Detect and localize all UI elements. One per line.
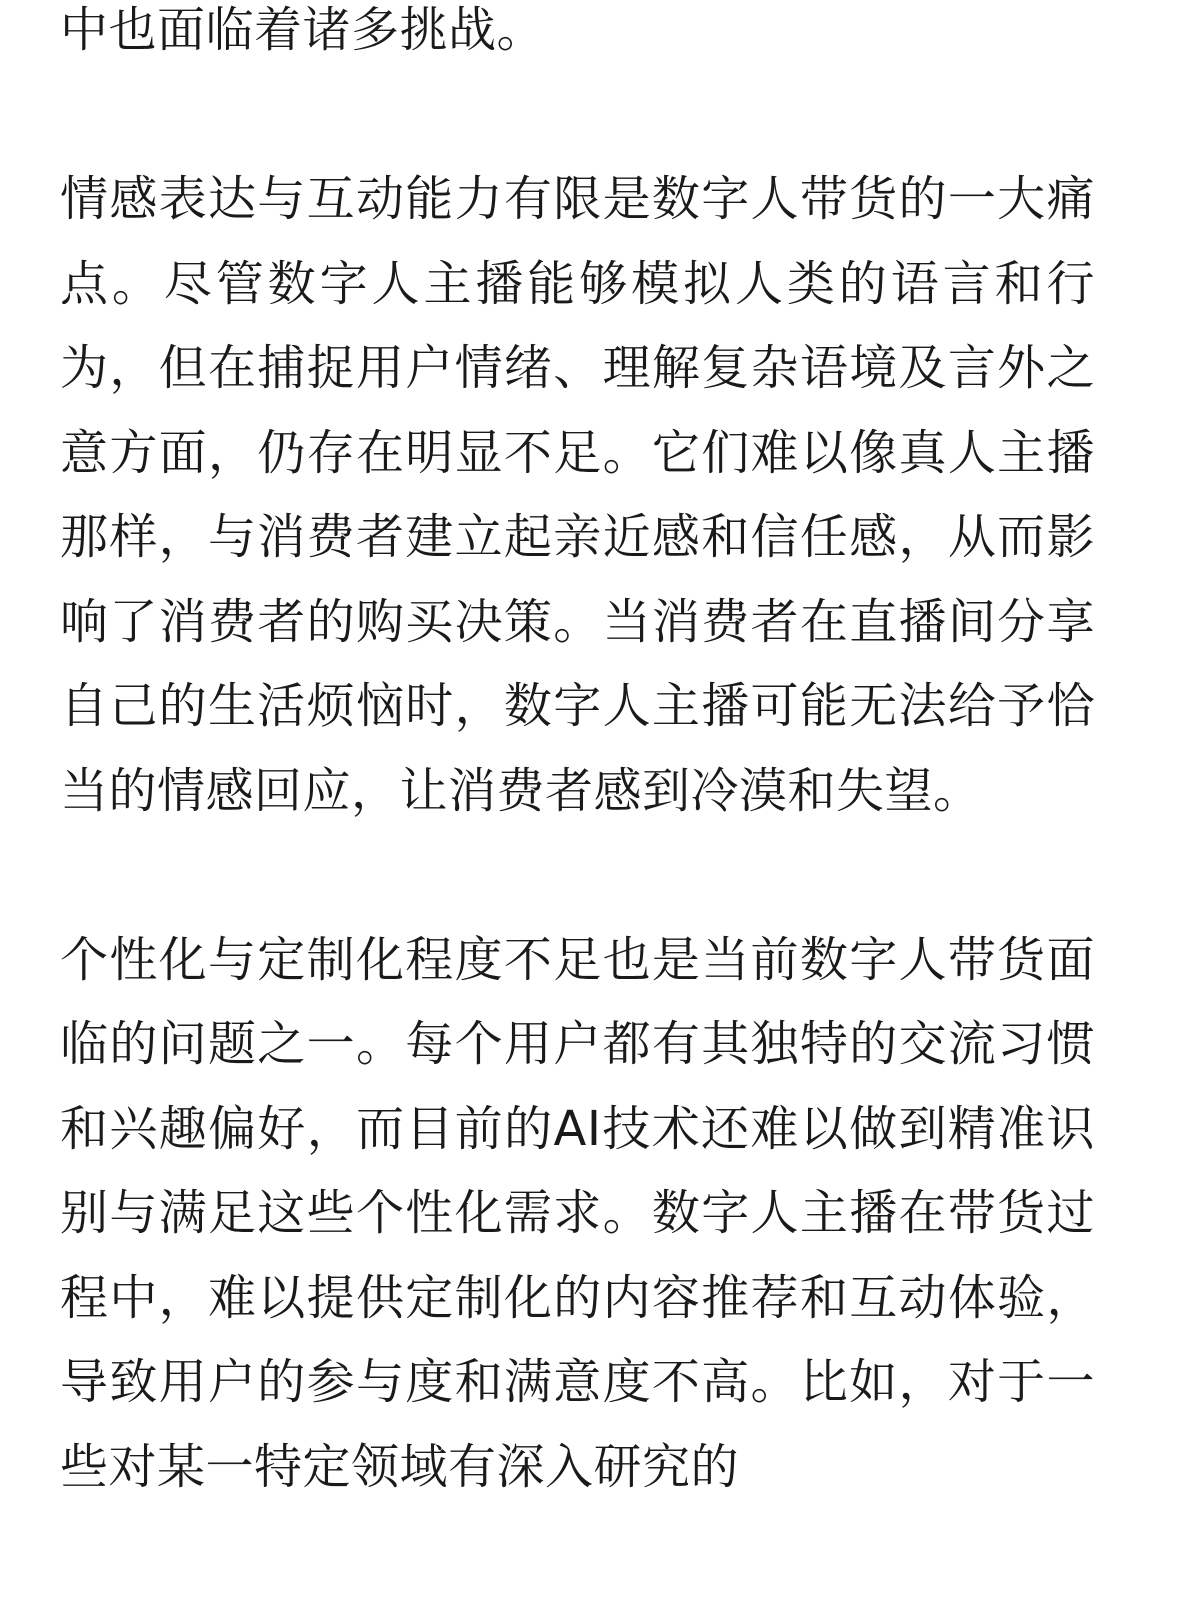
article-body (60, 0, 1095, 1509)
paragraph-challenges-intro: 中也面临着诸多挑战。 (60, 2, 546, 58)
paragraph-emotional-expression: 情感表达与互动能力有限是数字人带货的一大痛点。尽管数字人主播能够模拟人类的语言和行为，但在捕捉用户情绪、理解复杂语境及言外之意方面，仍存在明显不足。它们难以像真人主播那样，与消费者建立起亲近感和信任感，从而影响了消费者的购买决策。当消费者在直播间分享自己的生活烦恼时，数字人主播可能无法给予恰当的情感回应，让消费者感到冷漠和失望。 (60, 171, 1095, 819)
paragraph-personalization: 个性化与定制化程度不足也是当前数字人带货面临的问题之一。每个用户都有其独特的交流习惯和兴趣偏好，而目前的AI技术还难以做到精准识别与满足这些个性化需求。数字人主播在带货过程中，难以提供定制化的内容推荐和互动体验，导致用户的参与度和满意度不高。比如，对于一些对某一特定领域有深入研究的 (60, 931, 1095, 1495)
